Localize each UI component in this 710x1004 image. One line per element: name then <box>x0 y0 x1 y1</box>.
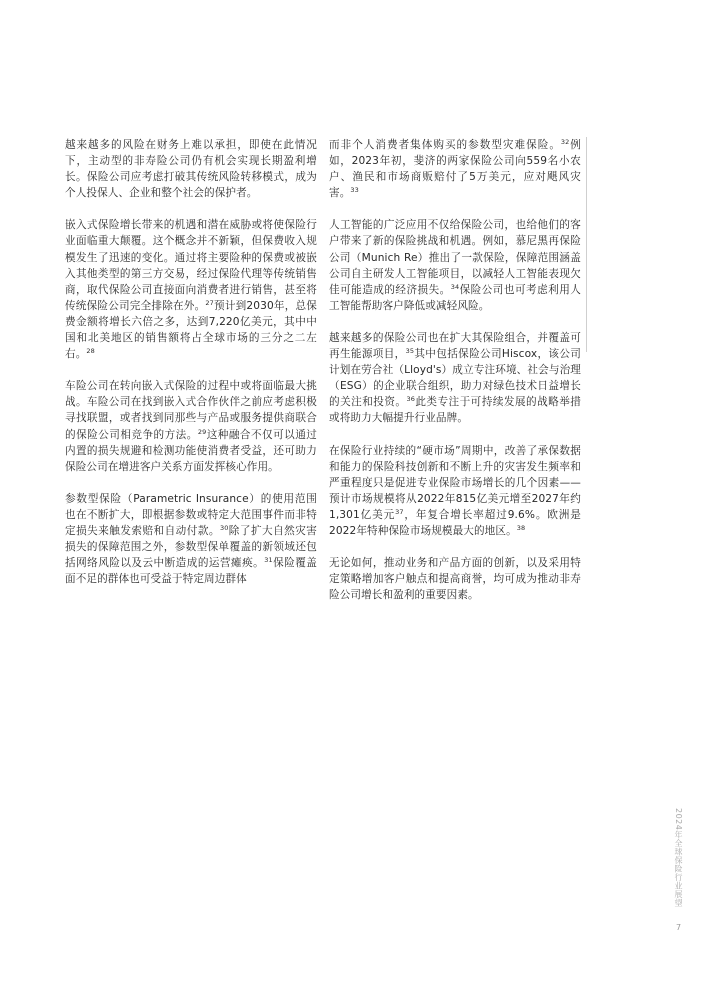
paragraph: 嵌入式保险增长带来的机遇和潜在威胁或将使保险行业面临重大颠覆。这个概念并不新颖，但保费收入规模发生了迅速的变化。通过将主要险种的保费或被嵌入其他类型的第三方交易，经过保险代理等传统销售商，取代保险公司直接面向消费者进行销售，甚至将传统保险公司完全排除在外。$^{27}$预计到2030年，总保费金额将增长六倍之多，达到7,220亿美元，其中中国和北美地区的销售额将占全球市场的三分之二左右。$^{28}$ <box>65 219 317 361</box>
paragraph: 参数型保险（Parametric Insurance）的使用范围也在不断扩大，即根据参数或特定大范围事件而非特定损失来触发索赔和自动付款。$^{30}$除了扩大自然灾害损失的保障范围之外，参数型保单覆盖的新领域还包括网络风险以及云中断造成的运营瘫痪。$^{31}$保险覆盖面不足的群体也可受益于特定周边群体 <box>65 492 317 586</box>
page-number: 7 <box>676 923 682 932</box>
paragraph: 越来越多的保险公司也在扩大其保险组合，并覆盖可再生能源项目，$^{35}$其中包括保险公司Hiscox，该公司计划在劳合社（Lloyd's）成立专注环境、社会与治理（ESG）的企业联合组织，助力对绿色技术日益增长的关注和投资。$^{36}$此类专注于可持续发展的战略举措或将助力大幅提升行业品牌。 <box>329 331 581 425</box>
column-divider <box>586 137 587 352</box>
right-column <box>329 137 581 603</box>
report-title-sidebar: 2024年全球保险行业展望 <box>674 808 683 907</box>
paragraph: 而非个人消费者集体购买的参数型灾难保险。$^{32}$例如，2023年初，斐济的两家保险公司向559名小农户、渔民和市场商贩赔付了5万美元，应对飓风灾害。$^{33}$ <box>329 138 582 200</box>
paragraph: 人工智能的广泛应用不仅给保险公司，也给他们的客户带来了新的保险挑战和机遇。例如，慕尼黑再保险公司（Munich Re）推出了一款保险，保障范围涵盖公司自主研发人工智能项目，以减轻人工智能表现欠佳可能造成的经济损失。$^{34}$保险公司也可考虑利用人工智能帮助客户降低或减轻风险。 <box>329 219 581 312</box>
paragraph: 无论如何，推动业务和产品方面的创新，以及采用特定策略增加客户触点和提高商誉，均可成为推动非寿险公司增长和盈利的重要因素。 <box>329 557 581 602</box>
paragraph: 车险公司在转向嵌入式保险的过程中或将面临最大挑战。车险公司在找到嵌入式合作伙伴之前应考虑积极寻找联盟，或者找到同那些与产品或服务提供商联合的保险公司相竞争的方法。$^{29}$这种融合不仅可以通过内置的损失规避和检测功能使消费者受益，还可助力保险公司在增进客户关系方面发挥核心作用。 <box>65 380 317 473</box>
paragraph: 在保险行业持续的“硬市场”周期中，改善了承保数据和能力的保险科技创新和不断上升的灾害发生频率和严重程度只是促进专业保险市场增长的几个因素——预计市场规模将从2022年815亿美元增至2027年约1,301亿美元$^{37}$，年复合增长率超过9.6%。欧洲是2022年特种保险市场规模最大的地区。$^{38}$ <box>329 444 581 537</box>
left-column <box>65 137 317 587</box>
paragraph: 越来越多的风险在财务上难以承担，即使在此情况下，主动型的非寿险公司仍有机会实现长期盈利增长。保险公司应考虑打破其传统风险转移模式，成为个人投保人、企业和整个社会的保护者。 <box>65 139 317 200</box>
